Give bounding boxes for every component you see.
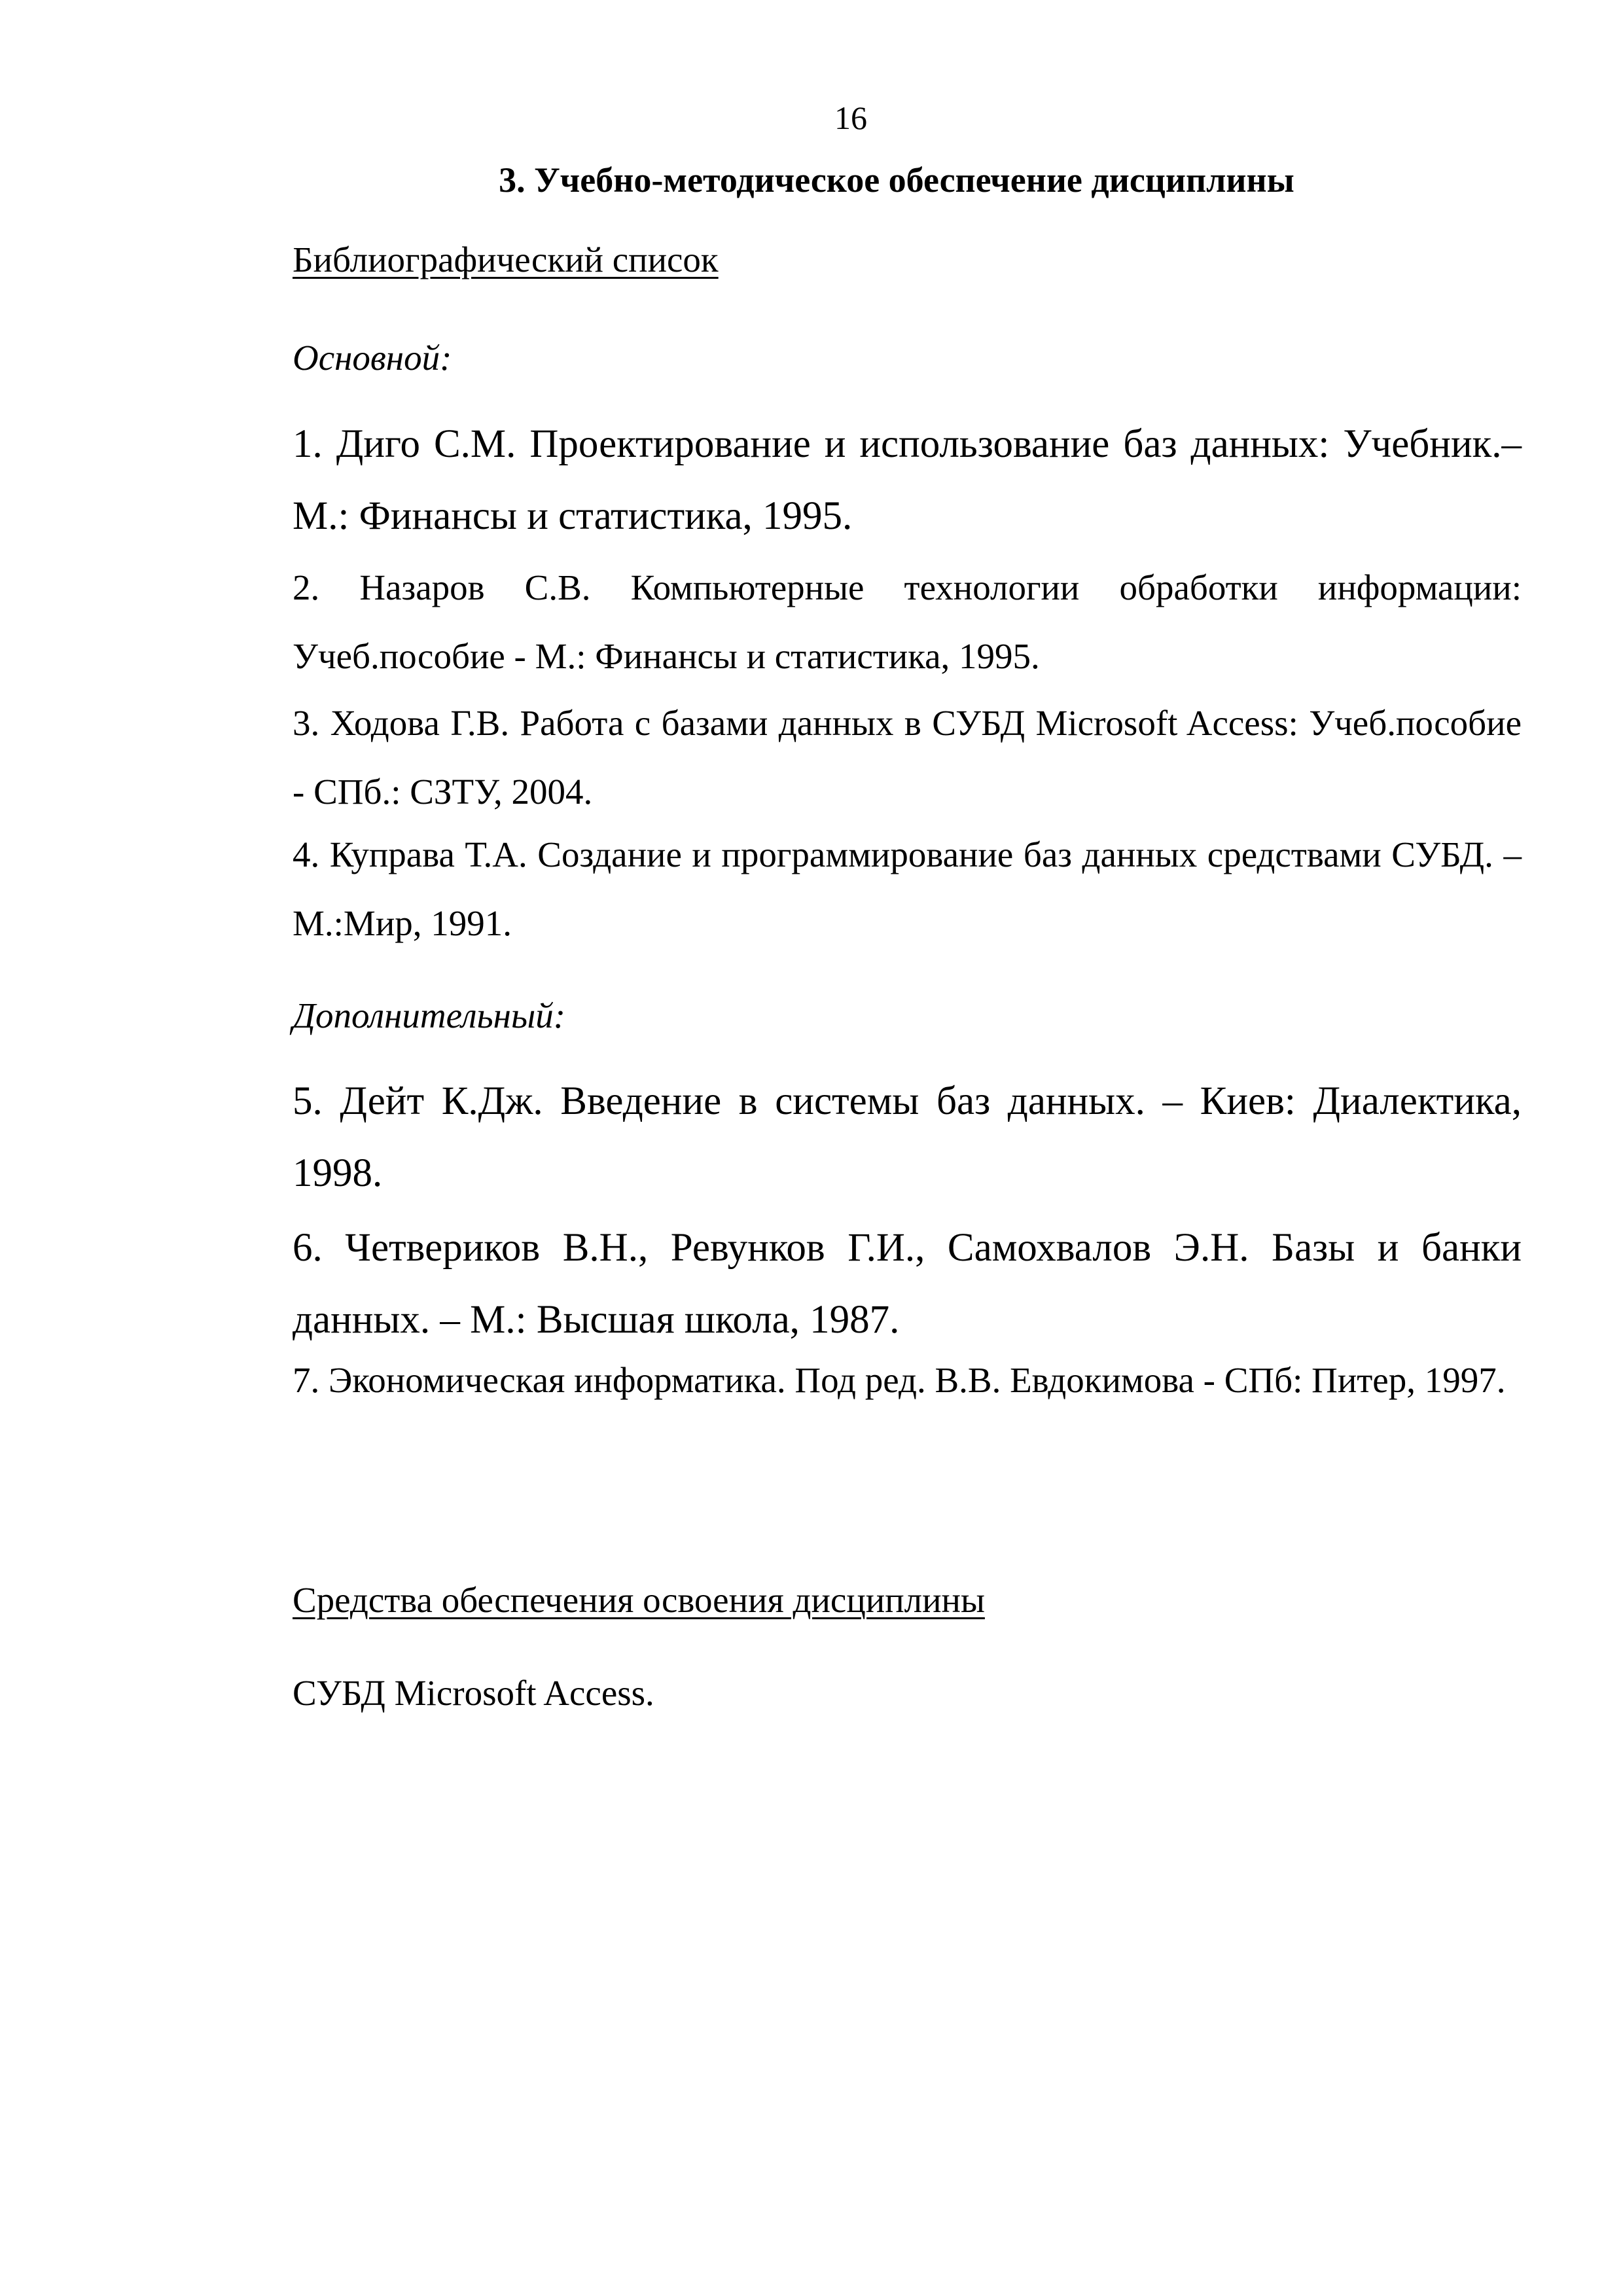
bibliography-item-6: 6. Четвериков В.Н., Ревунков Г.И., Самохвалов Э.Н. Базы и банки данных. – М.: Высшая школа, 1987.	[293, 1226, 1522, 1342]
section-title: 3. Учебно-методическое обеспечение дисциплины	[499, 160, 1294, 200]
main-literature-label: Основной:	[293, 338, 452, 378]
bibliography-heading: Библиографический список	[293, 240, 719, 279]
tools-text: СУБД Microsoft Access.	[293, 1673, 654, 1713]
bibliography-item-7: 7. Экономическая информатика. Под ред. В.В. Евдокимова - СПб: Питер, 1997.	[293, 1360, 1506, 1400]
bibliography-item-5: 5. Дейт К.Дж. Введение в системы баз данных. – Киев: Диалектика, 1998.	[293, 1079, 1522, 1195]
bibliography-item-4: 4. Куправа Т.А. Создание и программирование баз данных средствами СУБД. – М.:Мир, 1991.	[293, 834, 1522, 943]
additional-literature-label: Дополнительный:	[293, 996, 566, 1035]
bibliography-item-2: 2. Назаров С.В. Компьютерные технологии обработки информации: Учеб.пособие - М.: Финансы и статистика, 1995.	[293, 567, 1522, 676]
tools-heading: Средства обеспечения освоения дисциплины	[293, 1580, 985, 1620]
bibliography-item-1: 1. Диго С.М. Проектирование и использование баз данных: Учебник.– М.: Финансы и статистика, 1995.	[293, 422, 1522, 538]
bibliography-item-3: 3. Ходова Г.В. Работа с базами данных в СУБД Microsoft Access: Учеб.пособие - СПб.: СЗТУ, 2004.	[293, 703, 1522, 812]
page-number: 16	[834, 99, 867, 136]
